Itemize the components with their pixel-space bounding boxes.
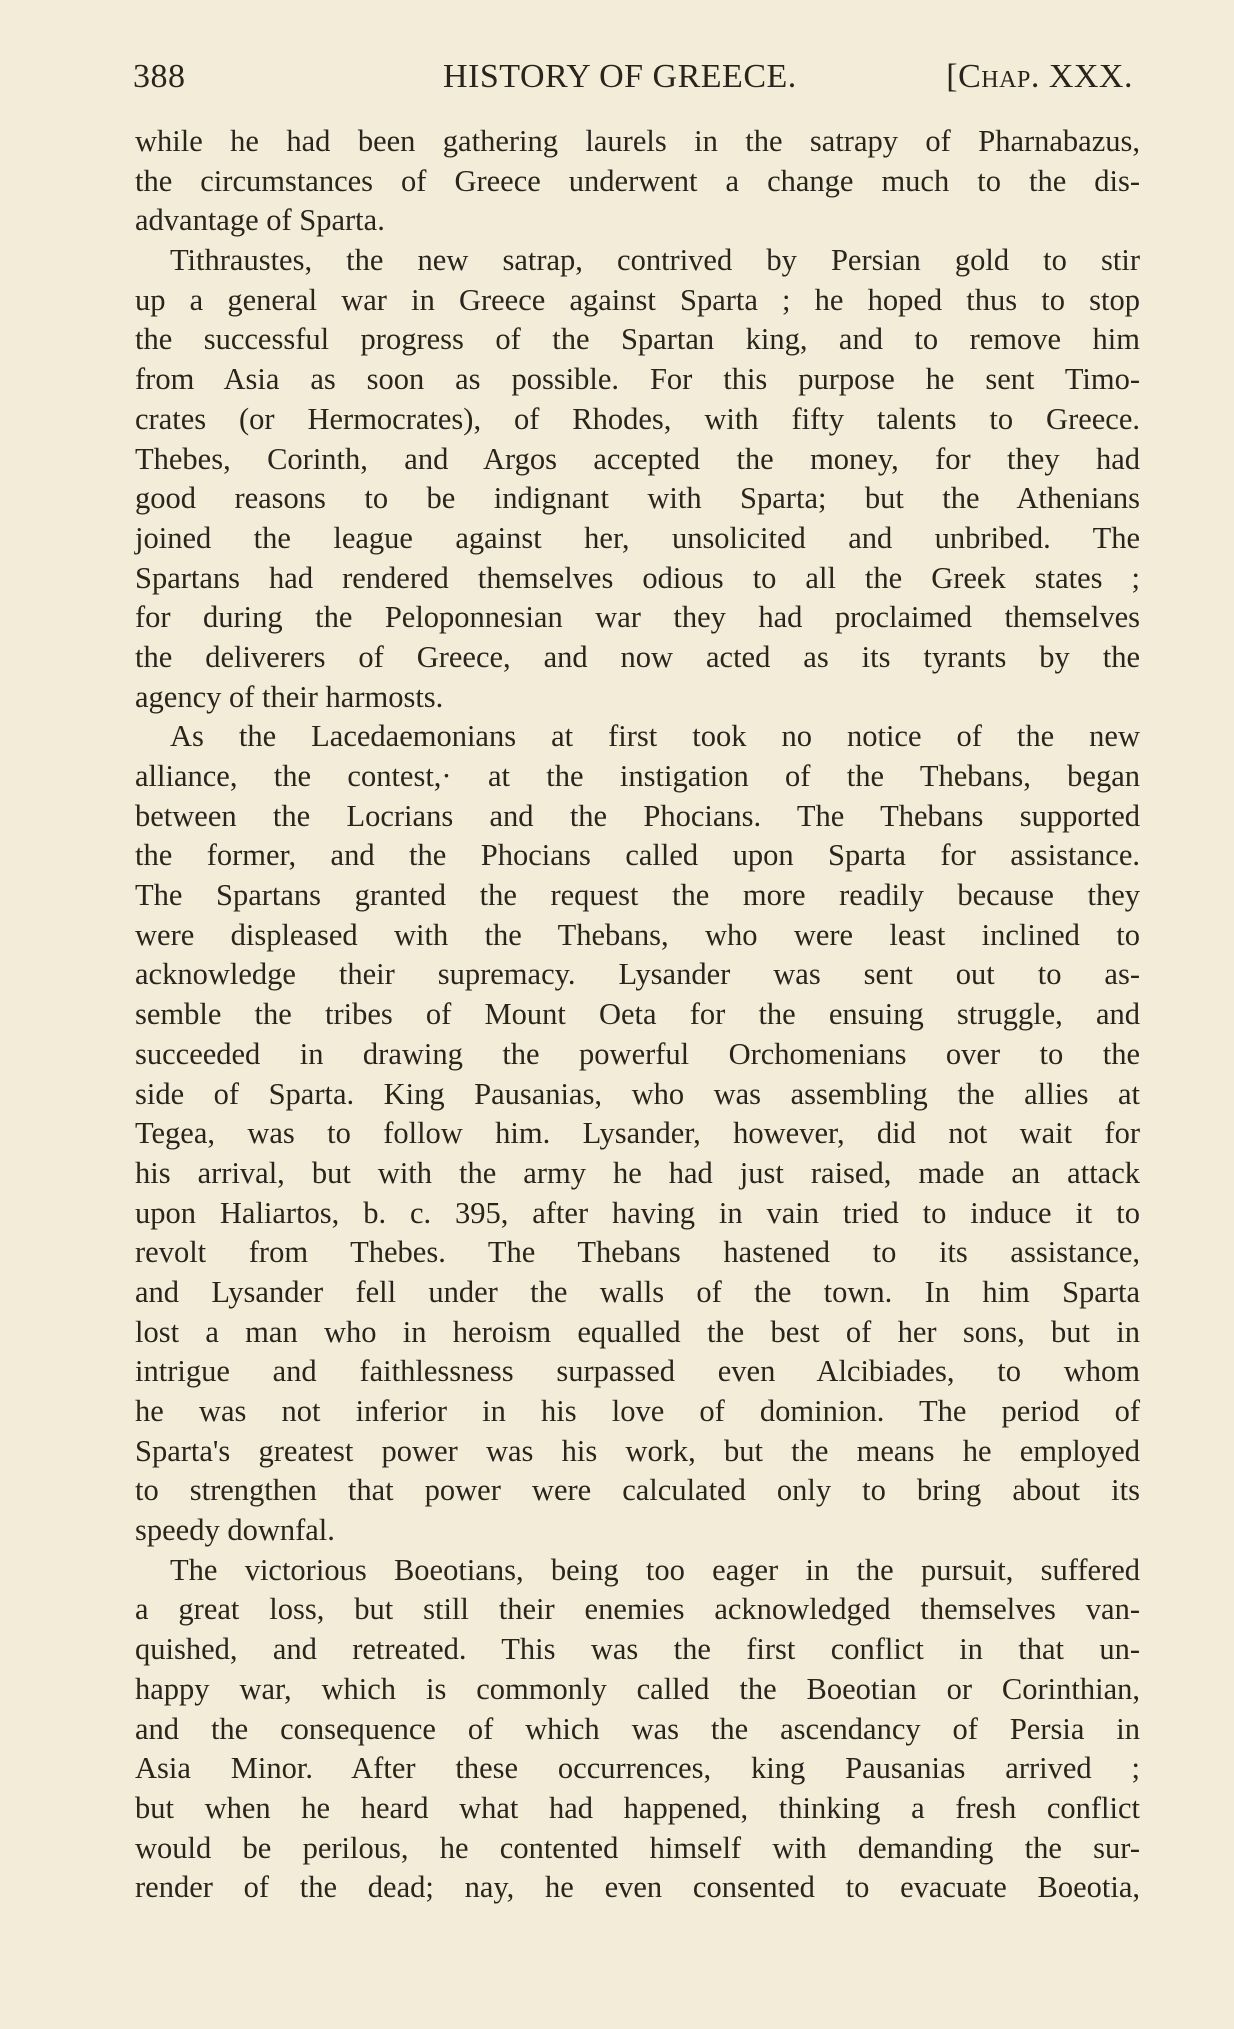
text-line: alliance, the contest,· at the instigation of the Thebans, began	[135, 759, 1140, 793]
text-line: Spartans had rendered themselves odious to all the Greek states ;	[135, 560, 1140, 595]
text-line: and the consequence of which was the ascendancy of Persia in	[135, 1711, 1140, 1746]
text-line: to strengthen that power were calculated only to bring about its	[135, 1473, 1140, 1508]
text-line: between the Locrians and the Phocians. The Thebans supported	[135, 798, 1140, 833]
text-line: joined the league against her, unsolicited and unbribed. The	[135, 520, 1140, 555]
text-line: would be perilous, he contented himself with demanding the sur-	[135, 1830, 1140, 1865]
chapter-number: XXX.	[1048, 58, 1133, 95]
page-number: 388	[133, 58, 186, 95]
text-line: for during the Peloponnesian war they had proclaimed themselves	[135, 600, 1140, 635]
text-line: the deliverers of Greece, and now acted as its tyrants by the	[135, 639, 1140, 674]
text-line: from Asia as soon as possible. For this purpose he sent Timo-	[135, 362, 1140, 397]
chapter-label: Chap.	[958, 58, 1040, 95]
text-line: succeeded in drawing the powerful Orchomenians over to the	[135, 1036, 1140, 1071]
text-line: quished, and retreated. This was the first conflict in that un-	[135, 1632, 1140, 1667]
text-line: his arrival, but with the army he had just raised, made an attack	[135, 1155, 1140, 1190]
text-line: advantage of Sparta.	[135, 203, 385, 238]
text-line: the successful progress of the Spartan king, and to remove him	[135, 322, 1140, 357]
chapter-bracket: [	[946, 58, 959, 95]
text-line: and Lysander fell under the walls of the town. In him Sparta	[135, 1274, 1140, 1309]
paragraph-start-line: As the Lacedaemonians at first took no notice of the new	[170, 719, 1140, 754]
text-line: Thebes, Corinth, and Argos accepted the money, for they had	[135, 441, 1140, 476]
chapter-reference	[946, 58, 1133, 96]
text-line: Sparta's greatest power was his work, but the means he employed	[135, 1433, 1140, 1468]
text-line: while he had been gathering laurels in the satrapy of Pharnabazus,	[135, 124, 1140, 158]
text-line: Tegea, was to follow him. Lysander, however, did not wait for	[135, 1116, 1140, 1151]
text-line: semble the tribes of Mount Oeta for the ensuing struggle, and	[135, 997, 1140, 1032]
text-line: render of the dead; nay, he even consented to evacuate Boeotia,	[135, 1870, 1140, 1905]
text-line: but when he heard what had happened, thinking a fresh conflict	[135, 1790, 1140, 1825]
text-line: happy war, which is commonly called the Boeotian or Corinthian,	[135, 1671, 1140, 1706]
text-line: speedy downfal.	[135, 1513, 335, 1548]
text-line: acknowledge their supremacy. Lysander was sent out to as-	[135, 957, 1140, 992]
text-line: up a general war in Greece against Sparta ; he hoped thus to stop	[135, 282, 1140, 317]
text-line: crates (or Hermocrates), of Rhodes, with fifty talents to Greece.	[135, 401, 1140, 436]
text-line: a great loss, but still their enemies acknowledged themselves van-	[135, 1592, 1140, 1627]
text-line: the former, and the Phocians called upon Sparta for assistance.	[135, 838, 1140, 873]
text-line: Asia Minor. After these occurrences, king Pausanias arrived ;	[135, 1751, 1140, 1786]
text-line: the circumstances of Greece underwent a change much to the dis-	[135, 163, 1140, 198]
running-title: HISTORY OF GREECE.	[443, 58, 797, 95]
text-line: intrigue and faithlessness surpassed even Alcibiades, to whom	[135, 1354, 1140, 1389]
paragraph-start-line: Tithraustes, the new satrap, contrived by Persian gold to stir	[170, 243, 1140, 278]
paragraph-start-line: The victorious Boeotians, being too eager in the pursuit, suffered	[170, 1552, 1140, 1587]
body-text	[135, 122, 1140, 1908]
running-header	[133, 58, 1133, 108]
text-line: revolt from Thebes. The Thebans hastened to its assistance,	[135, 1235, 1140, 1270]
text-line: lost a man who in heroism equalled the best of her sons, but in	[135, 1314, 1140, 1349]
text-line: he was not inferior in his love of dominion. The period of	[135, 1394, 1140, 1428]
text-line: good reasons to be indignant with Sparta; but the Athenians	[135, 481, 1140, 516]
text-line: side of Sparta. King Pausanias, who was assembling the allies at	[135, 1076, 1140, 1111]
text-line: The Spartans granted the request the more readily because they	[135, 878, 1140, 913]
text-line: were displeased with the Thebans, who were least inclined to	[135, 917, 1140, 952]
text-line: agency of their harmosts.	[135, 679, 444, 714]
text-line: upon Haliartos, b. c. 395, after having in vain tried to induce it to	[135, 1195, 1140, 1230]
